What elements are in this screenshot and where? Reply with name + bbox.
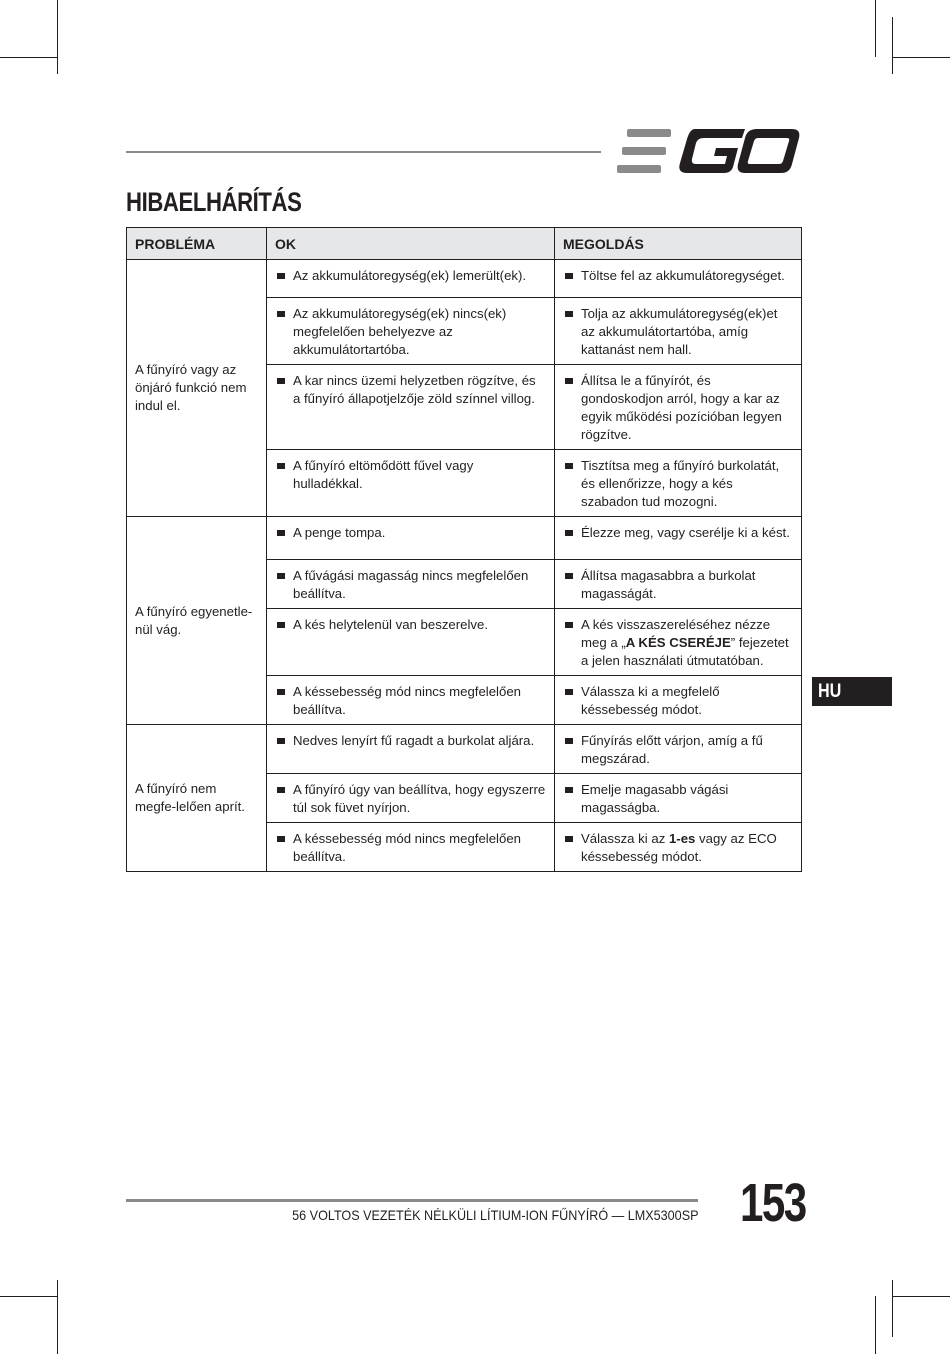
crop-mark	[0, 57, 57, 58]
troubleshooting-table	[126, 227, 802, 872]
crop-mark	[57, 0, 58, 74]
crop-mark	[57, 1280, 58, 1354]
cause-cell: A kés helytelenül van beszerelve.	[267, 609, 555, 676]
cause-cell: A kar nincs üzemi helyzetben rögzítve, és a fűnyíró állapotjelzője zöld színnel villog.	[267, 365, 555, 450]
crop-mark	[892, 1280, 893, 1337]
cause-cell: A fűnyíró eltömődött fűvel vagy hulladékkal.	[267, 450, 555, 517]
header-cause: OK	[267, 228, 555, 260]
cause-cell: A késsebesség mód nincs megfelelően beállítva.	[267, 676, 555, 725]
problem-cell: A fűnyíró vagy az önjáró funkció nem indul el.	[127, 260, 267, 517]
header-rule	[126, 151, 601, 153]
header-solution: MEGOLDÁS	[555, 228, 802, 260]
crop-mark	[892, 1296, 950, 1297]
cause-cell: Az akkumulátoregység(ek) lemerült(ek).	[267, 260, 555, 298]
table-row	[127, 725, 802, 774]
footer-rule	[126, 1199, 698, 1202]
solution-cell: Tolja az akkumulátoregység(ek)et az akkumulátortartóba, amíg kattanást nem hall.	[555, 298, 802, 365]
solution-cell: A kés visszaszereléséhez nézze meg a „A KÉS CSERÉJE” fejezetet a jelen használati útmutatóban.	[555, 609, 802, 676]
cause-cell: A fűnyíró úgy van beállítva, hogy egyszerre túl sok füvet nyírjon.	[267, 774, 555, 823]
language-tab: HU	[812, 677, 892, 706]
footer-text: 56 VOLTOS VEZETÉK NÉLKÜLI LÍTIUM-ION FŰNYÍRÓ — LMX5300SP	[291, 1207, 698, 1223]
solution-cell: Élezze meg, vagy cserélje ki a kést.	[555, 517, 802, 560]
ego-logo	[617, 129, 800, 173]
solution-cell: Válassza ki a megfelelő késsebesség módot.	[555, 676, 802, 725]
crop-mark	[892, 17, 893, 74]
problem-cell: A fűnyíró egyenetle-nül vág.	[127, 517, 267, 725]
problem-cell: A fűnyíró nem megfe-lelően aprít.	[127, 725, 267, 872]
crop-mark	[0, 1296, 57, 1297]
table-header-row	[127, 228, 802, 260]
crop-mark	[875, 1296, 876, 1354]
table-row	[127, 260, 802, 298]
cause-cell: Nedves lenyírt fű ragadt a burkolat aljára.	[267, 725, 555, 774]
cause-cell: A fűvágási magasság nincs megfelelően beállítva.	[267, 560, 555, 609]
solution-cell: Töltse fel az akkumulátoregységet.	[555, 260, 802, 298]
solution-cell: Tisztítsa meg a fűnyíró burkolatát, és ellenőrizze, hogy a kés szabadon tud mozogni.	[555, 450, 802, 517]
solution-cell: Állítsa le a fűnyírót, és gondoskodjon arról, hogy a kar az egyik működési pozícióban legyen rögzítve.	[555, 365, 802, 450]
header-problem: PROBLÉMA	[127, 228, 267, 260]
solution-cell: Fűnyírás előtt várjon, amíg a fű megszárad.	[555, 725, 802, 774]
cause-cell: A késsebesség mód nincs megfelelően beállítva.	[267, 823, 555, 872]
page-title: HIBAELHÁRÍTÁS	[126, 187, 302, 217]
page-number: 153	[740, 1173, 806, 1233]
solution-cell: Állítsa magasabbra a burkolat magasságát.	[555, 560, 802, 609]
cause-cell: A penge tompa.	[267, 517, 555, 560]
table-row	[127, 517, 802, 560]
crop-mark	[892, 57, 950, 58]
solution-cell: Válassza ki az 1-es vagy az ECO késsebesség módot.	[555, 823, 802, 872]
cause-cell: Az akkumulátoregység(ek) nincs(ek) megfelelően behelyezve az akkumulátortartóba.	[267, 298, 555, 365]
crop-mark	[875, 0, 876, 57]
solution-cell: Emelje magasabb vágási magasságba.	[555, 774, 802, 823]
